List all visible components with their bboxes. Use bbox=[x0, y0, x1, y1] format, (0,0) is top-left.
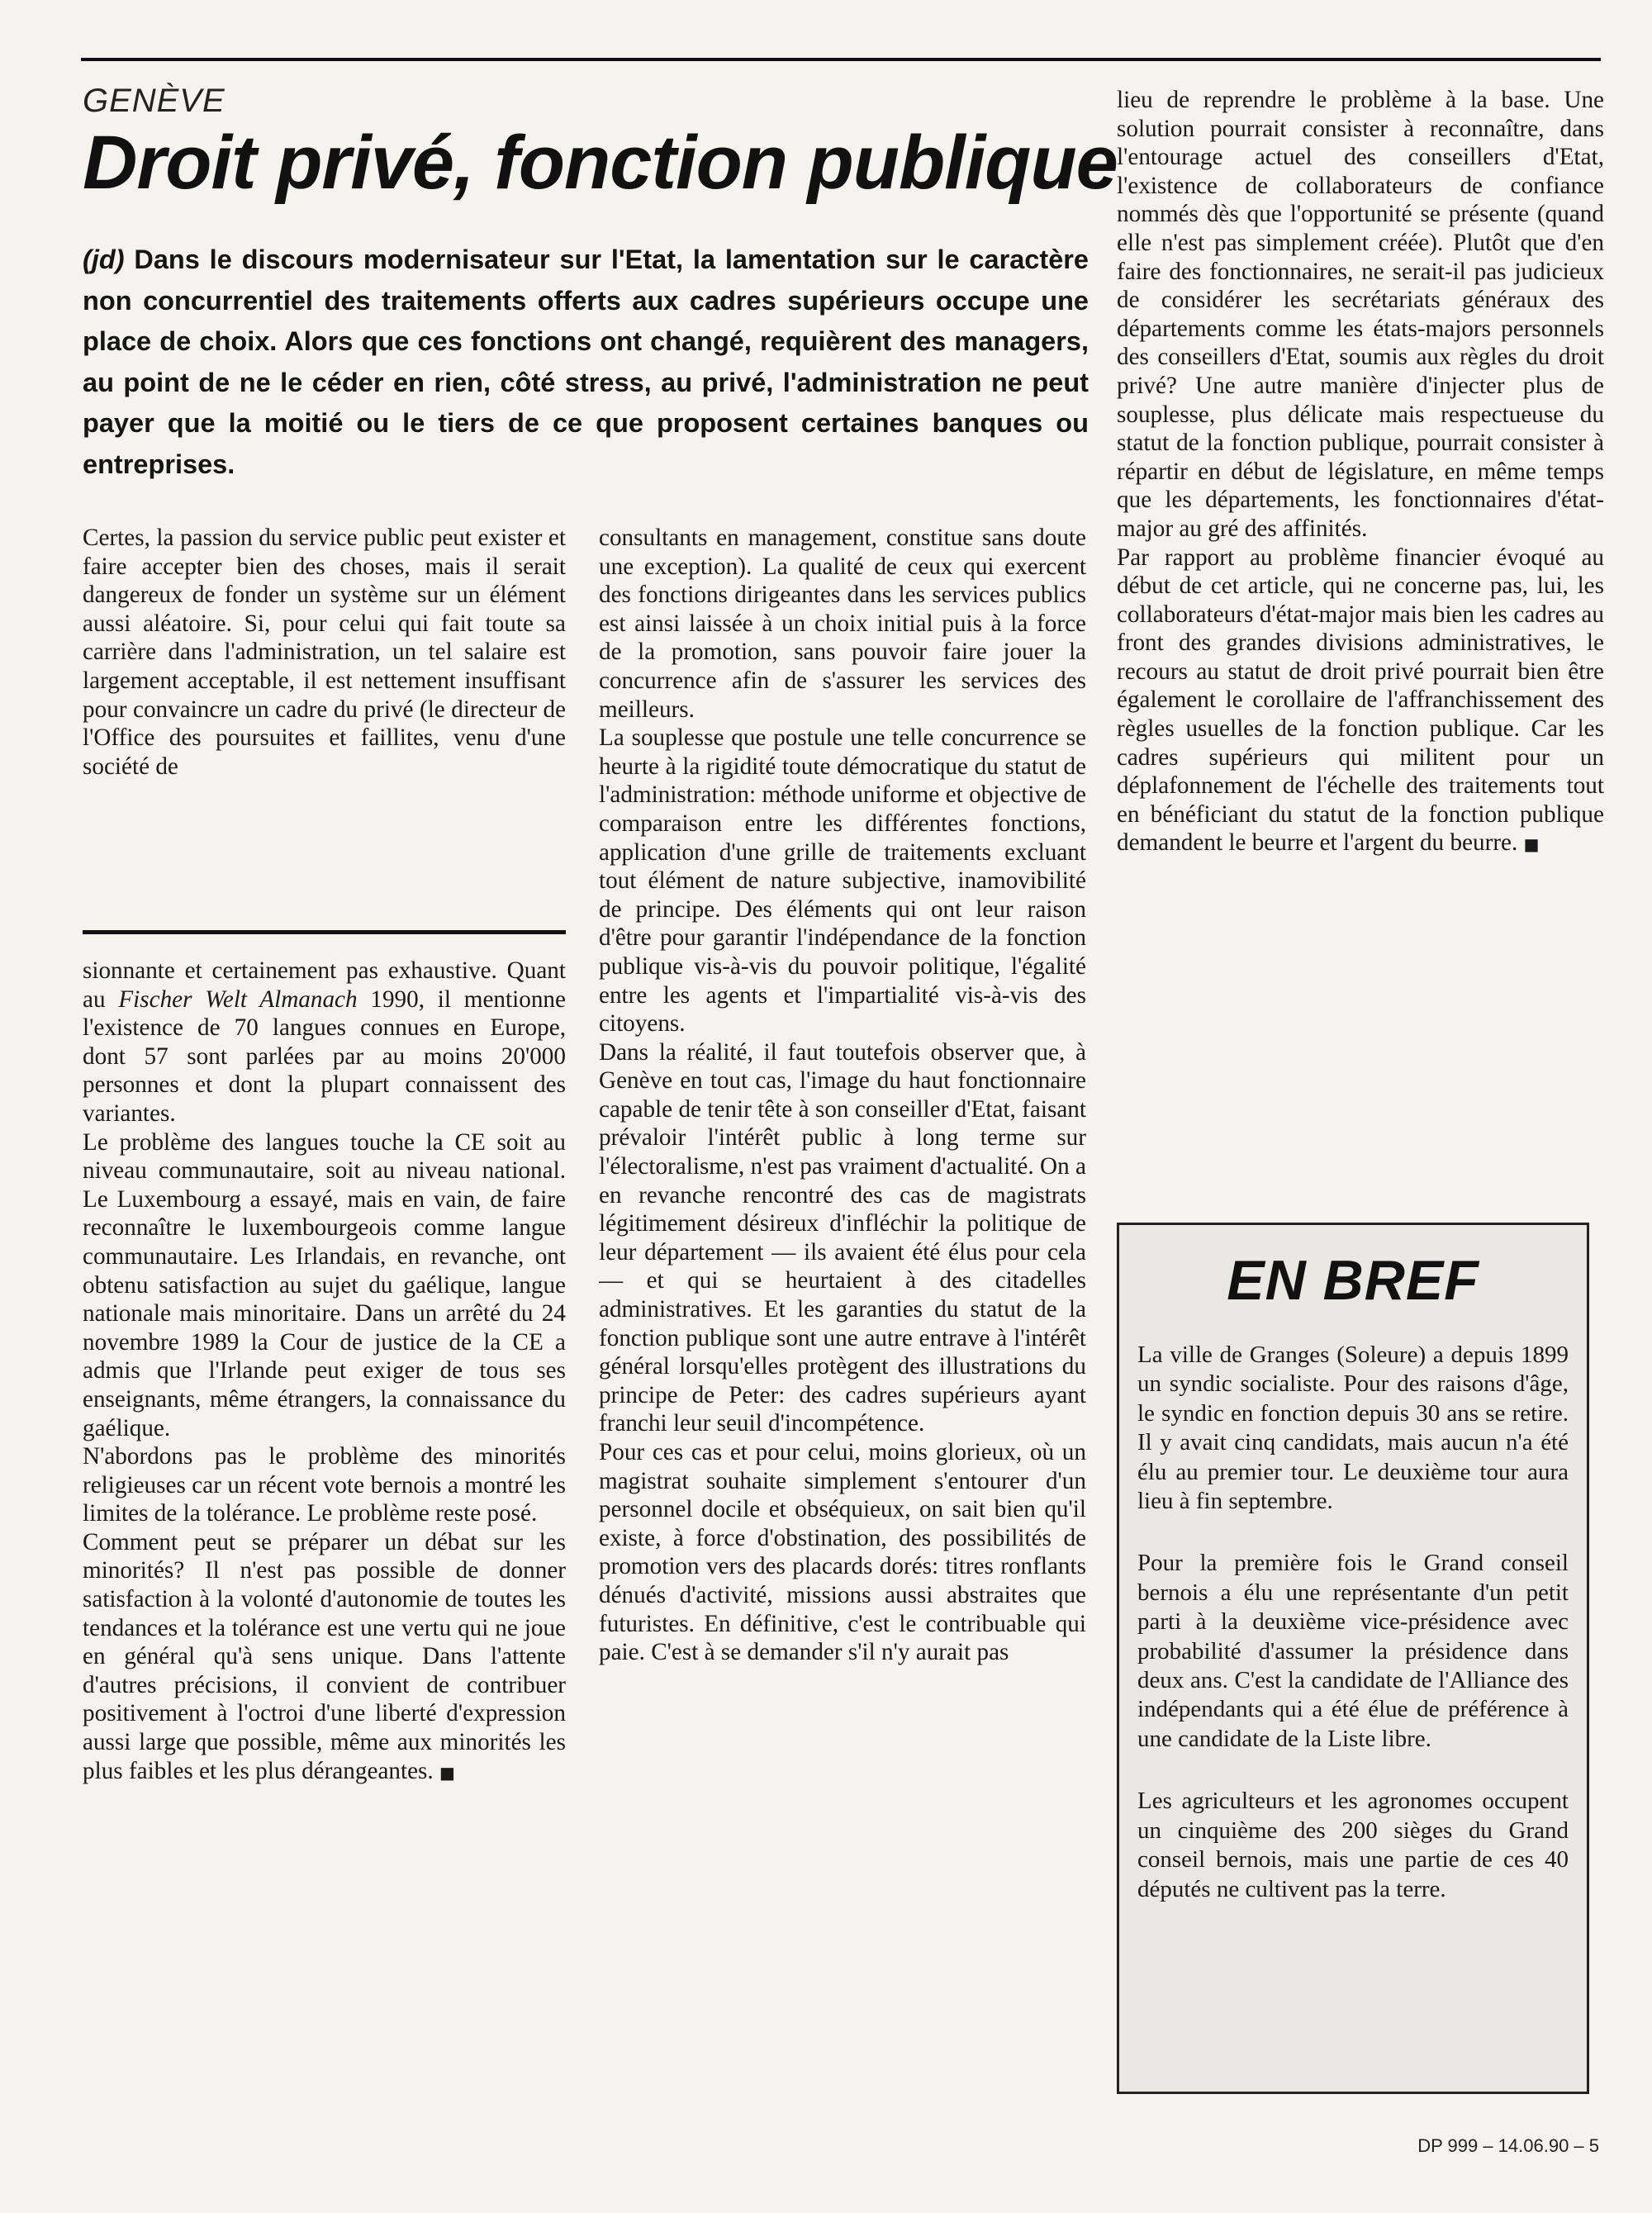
article-kicker: GENÈVE bbox=[83, 83, 225, 119]
column-divider-rule bbox=[83, 930, 566, 934]
en-bref-box bbox=[1117, 1223, 1589, 2094]
other-article-column bbox=[83, 957, 566, 2163]
article-lead bbox=[83, 240, 1089, 485]
paragraph-text: Par rapport au problème financier évoqué au début de cet article, qui ne concerne pas, lui, les collaborateurs d'état-major mais bien les cadres au front des grandes divisions administratives, le recours au statut de droit privé pourrait bien être également le corollaire de l'affranchissement des règles usuelles de la fonction publique. Car les cadres supérieurs qui militent pour un déplafonnement de l'échelle des traitements tout en bénéficiant du statut de la fonction publique demandent le beurre et l'argent du beurre. bbox=[1117, 544, 1604, 857]
article-column-3 bbox=[1117, 86, 1604, 1234]
top-rule bbox=[81, 58, 1601, 61]
paragraph-text: Comment peut se préparer un débat sur les minorités? Il n'est pas possible de donner satisfaction à la volonté d'autonomie de toutes les tendances et la tolérance est une vertu qui ne joue en général qu'à sens unique. Dans l'attente d'autres précisions, il convient de contribuer positivement à l'octroi d'une liberté d'expression aussi large que possible, même aux minorités les plus faibles et les plus dérangeantes. bbox=[83, 1528, 566, 1784]
paragraph-text: sionnante et certainement pas exhaustive. Quant au bbox=[83, 957, 566, 1013]
article-headline: Droit privé, fonction publique bbox=[83, 121, 1118, 205]
end-mark: ■ bbox=[1523, 834, 1540, 855]
article-paragraph: lieu de reprendre le problème à la base. Une solution pourrait consister à reconnaître, dans l'entourage actuel des conseillers d'Etat, l'existence de collaborateurs de confiance nommés dès que l'opportunité se présente (quand elle n'est pas simplement créée). Plutôt que d'en faire des fonctionnaires, ne serait-il pas judicieux de considérer les secrétariats généraux des départements comme les états-majors personnels des conseillers d'Etat, soumis aux règles du droit privé? Une autre manière d'injecter plus de souplesse, plus délicate mais respectueuse du statut de la fonction publique, pourrait consister à répartir en début de législature, en même temps que les départements, les fonctionnaires d'état-major au gré des affinités. bbox=[1117, 87, 1604, 542]
brief-item: La ville de Granges (Soleure) a depuis 1899 un syndic socialiste. Pour des raisons d'âge, le syndic en fonction depuis 30 ans se retire. Il y avait cinq candidats, mais aucun n'a été élu au premier tour. Le deuxième tour aura lieu à fin septembre. bbox=[1137, 1342, 1569, 1515]
article-paragraph bbox=[1117, 544, 1604, 860]
article-paragraph: Dans la réalité, il faut toutefois observer que, à Genève en tout cas, l'image du haut fonctionnaire capable de tenir tête à son conseiller d'Etat, faisant prévaloir l'intérêt public à long terme sur l'électoralisme, n'est pas vraiment d'actualité. On a en revanche rencontré des cas de magistrats légitimement désireux d'infléchir la politique de leur département — ils avaient été élus pour cela — et qui se heurtaient à des citadelles administratives. Et les garanties du statut de la fonction publique sont une autre entrave à l'intérêt général lorsqu'elles protègent des illustrations du principe de Peter: des cadres supérieurs ayant franchi leur seuil d'incompétence. bbox=[599, 1038, 1086, 1437]
article-paragraph: Pour ces cas et pour celui, moins glorieux, où un magistrat souhaite simplement s'entourer d'un personnel docile et obséquieux, on sait bien qu'il existe, à force d'obstination, des possibilités de promotion vers des placards dorés: titres ronflants dénués d'activité, missions aussi abstraites que futuristes. En définitive, c'est le contribuable qui paie. C'est à se demander s'il n'y aurait pas bbox=[599, 1439, 1086, 1666]
other-article-paragraph: N'abordons pas le problème des minorités religieuses car un récent vote bernois a montré les limites de la tolérance. Le problème reste posé. bbox=[83, 1443, 566, 1527]
book-title: Fischer Welt Almanach bbox=[118, 985, 358, 1013]
other-article-paragraph bbox=[83, 957, 566, 1128]
brief-item: Les agriculteurs et les agronomes occupent un cinquième des 200 sièges du Grand conseil bernois, mais une partie de ces 40 députés ne cultivent pas la terre. bbox=[1137, 1788, 1569, 1902]
lead-text: Dans le discours modernisateur sur l'Etat, la lamentation sur le caractère non concurrentiel des traitements offerts aux cadres supérieurs occupe une place de choix. Alors que ces fonctions ont changé, requièrent des managers, au point de ne le céder en rien, côté stress, au privé, l'administration ne peut payer que la moitié ou le tiers de ce que proposent certaines banques ou entreprises. bbox=[83, 245, 1089, 479]
en-bref-title: EN BREF bbox=[1227, 1249, 1479, 1312]
article-paragraph: consultants en management, constitue sans doute une exception). La qualité de ceux qui exercent des fonctions dirigeantes dans les services publics est ainsi laissée à un choix initial puis à la force de la promotion, sans pouvoir faire jouer la concurrence afin de s'assurer les services des meilleurs. bbox=[599, 525, 1086, 723]
article-paragraph: La souplesse que postule une telle concurrence se heurte à la rigidité toute démocratique du statut de l'administration: méthode uniforme et objective de comparaison entre les différentes fonctions, application d'une grille de traitements excluant tout élément de nature subjective, inamovibilité de principe. Des éléments qui ont leur raison d'être pour garantir l'indépendance de la fonction publique vis-à-vis du pouvoir politique, l'égalité entre les agents et l'impartialité vis-à-vis des citoyens. bbox=[599, 724, 1086, 1038]
article-column-1 bbox=[83, 524, 566, 871]
paragraph-text: 1990, il mentionne l'existence de 70 langues connues en Europe, dont 57 sont parlées par au moins 20'000 personnes et dont la plupart connaissent des variantes. bbox=[83, 985, 566, 1127]
brief-item: Pour la première fois le Grand conseil bernois a élu une représentante d'un petit parti à la deuxième vice-présidence avec probabilité d'assumer la présidence dans deux ans. C'est la candidate de l'Alliance des indépendants qui a été élue de préférence à une candidate de la Liste libre. bbox=[1137, 1550, 1569, 1752]
other-article-paragraph: Le problème des langues touche la CE soit au niveau communautaire, soit au niveau national. Le Luxembourg a essayé, mais en vain, de faire reconnaître le luxembourgeois comme langue communautaire. Les Irlandais, en revanche, ont obtenu satisfaction au sujet du gaélique, langue nationale mais minoritaire. Dans un arrêté du 24 novembre 1989 la Cour de justice de la CE a admis que l'Irlande peut exiger de tous ses enseignants, même étrangers, la connaissance du gaélique. bbox=[83, 1128, 566, 1441]
article-column-2 bbox=[599, 524, 1086, 2093]
article-paragraph: Certes, la passion du service public peut exister et faire accepter bien des choses, mais il serait dangereux de fonder un système sur un élément aussi aléatoire. Si, pour celui qui fait toute sa carrière dans l'administration, un tel salaire est largement acceptable, il est nettement insuffisant pour convaincre un cadre du privé (le directeur de l'Office des poursuites et faillites, venu d'une société de bbox=[83, 525, 566, 780]
lead-author-tag: (jd) bbox=[83, 245, 125, 274]
page-footer: DP 999 – 14.06.90 – 5 bbox=[1417, 2135, 1599, 2156]
other-article-paragraph bbox=[83, 1528, 566, 1787]
end-mark: ■ bbox=[439, 1762, 455, 1783]
